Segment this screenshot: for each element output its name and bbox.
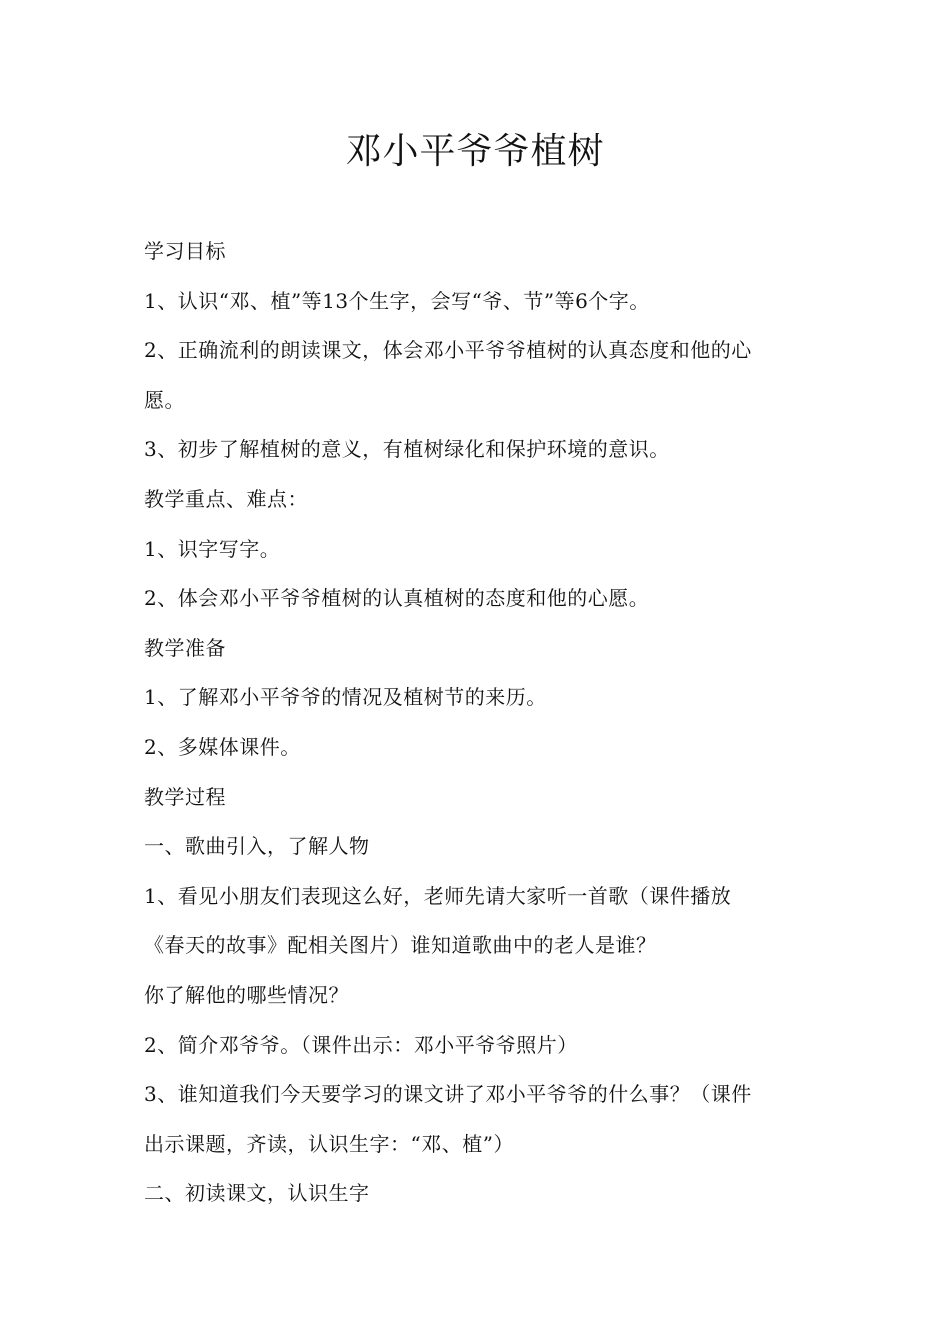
document-title: 邓小平爷爷植树 [345,131,605,172]
process-item-1-question: 你了解他的哪些情况？ [144,982,349,1007]
objective-item-2-continued: 愿。 [144,387,185,412]
objective-item-2: 2、正确流利的朗读课文，体会邓小平爷爷植树的认真态度和他的心 [144,338,752,363]
preparation-item-1: 1、了解邓小平爷爷的情况及植树节的来历。 [144,685,547,710]
preparation-item-2: 2、多媒体课件。 [144,734,301,759]
key-point-item-1: 1、识字写字。 [144,536,281,561]
objective-item-3: 3、初步了解植树的意义，有植树绿化和保护环境的意识。 [144,437,670,462]
section-heading-key-points: 教学重点、难点： [144,486,308,511]
process-item-1-continued: 《春天的故事》配相关图片）谁知道歌曲中的老人是谁？ [144,933,657,958]
objective-item-1: 1、认识“邓、植”等13个生字，会写“爷、节”等6个字。 [144,288,650,313]
process-item-3: 3、谁知道我们今天要学习的课文讲了邓小平爷爷的什么事？（课件 [144,1082,752,1107]
process-item-2: 2、简介邓爷爷。（课件出示：邓小平爷爷照片） [144,1032,578,1057]
key-point-item-2: 2、体会邓小平爷爷植树的认真植树的态度和他的心愿。 [144,586,650,611]
process-step-2-heading: 二、初读课文，认识生字 [144,1181,370,1206]
process-item-3-continued: 出示课题，齐读，认识生字：“邓、植”） [144,1131,514,1156]
process-item-1: 1、看见小朋友们表现这么好，老师先请大家听一首歌（课件播放 [144,883,732,908]
section-heading-process: 教学过程 [144,784,226,809]
document-body [144,227,814,1219]
section-heading-objectives: 学习目标 [144,239,226,263]
section-heading-preparation: 教学准备 [144,635,226,660]
process-step-1-heading: 一、歌曲引入，了解人物 [144,834,370,859]
